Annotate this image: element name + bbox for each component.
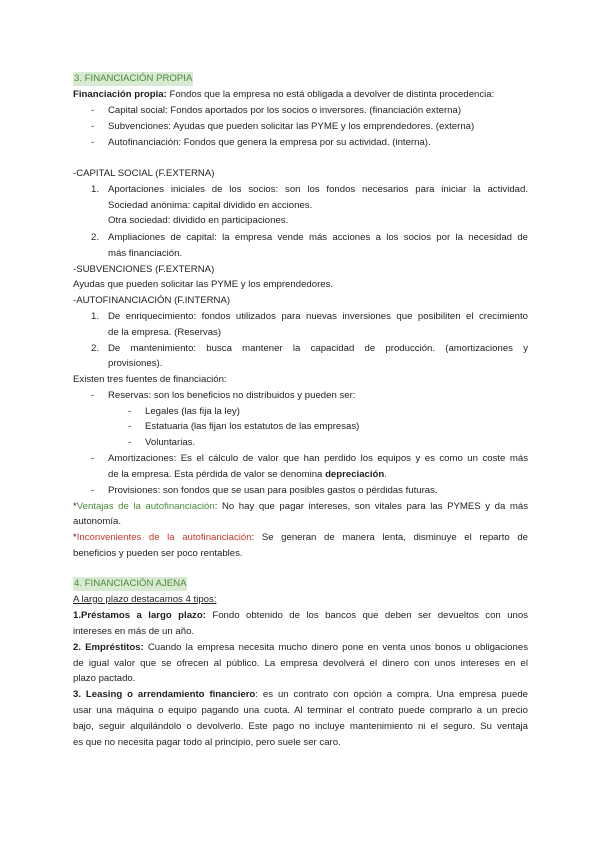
prestamos-line: 1.Préstamos a largo plazo: Fondo obtenido de los bancos que deben ser devueltos con unos [73, 610, 529, 621]
inconvenientes-line: *Inconvenientes de la autofinanciación: Se generan de manera lenta, disminuye el reparto de [73, 532, 528, 543]
emprestitos-line-2: de igual valor que se ofrecen al público. La empresa devolverá el dinero con unos intereses en el [73, 658, 528, 669]
depreciacion-term: depreciación [325, 469, 385, 480]
capital-heading: -CAPITAL SOCIAL (F.EXTERNA) [73, 168, 215, 179]
section-4-heading: 4. FINANCIACIÓN AJENA [74, 578, 187, 589]
dash-marker: - [128, 437, 132, 448]
prestamos-term: 1.Préstamos a largo plazo: [73, 610, 206, 621]
sub-list-item: Voluntarias. [145, 437, 196, 448]
emprestitos-line: 2. Empréstitos: Cuando la empresa necesita mucho dinero pone en venta unos bonos u obligaciones [73, 642, 528, 653]
list-item: Amortizaciones: Es el cálculo de valor que han perdido los equipos y es como un coste más [108, 453, 528, 464]
numbered-item-line: más financiación. [108, 248, 183, 259]
emprestitos-line-3: plazo pactado. [73, 673, 136, 684]
ventajas-line-2: autonomía. [73, 516, 122, 527]
ventajas-label: Ventajas de la autofinanciación [76, 501, 215, 512]
sub-list-item: Estatuaria (las fijan los estatutos de las empresas) [145, 421, 360, 432]
number-marker: 2. [91, 343, 100, 354]
list-item: Reservas: son los beneficios no distribuidos y pueden ser: [108, 390, 356, 401]
section-4-subheading: A largo plazo destacamos 4 tipos: [73, 594, 217, 605]
list-item: Capital social: Fondos aportados por los socios o inversores. (financiación externa) [108, 105, 462, 116]
number-marker: 1. [91, 184, 100, 195]
subvenciones-heading: -SUBVENCIONES (F.EXTERNA) [73, 264, 215, 275]
numbered-item-line: provisiones). [108, 358, 163, 369]
numbered-item-line: Sociedad anónima: capital dividido en acciones. [108, 200, 313, 211]
numbered-item-line: Otra sociedad: dividido en participaciones. [108, 215, 289, 226]
leasing-line-2: usar una máquina o equipo pagando una cuota. Al terminar el contrato puede comprarlo a un precio [73, 705, 528, 716]
leasing-line-3: bajo, seguir alquilándolo o devolverlo. Este pago no incluye mantenimiento ni el seguro. Su ventaja [73, 721, 528, 732]
list-item: Autofinanciación: Fondos que genera la empresa por su actividad. (interna). [108, 137, 431, 148]
leasing-term: 3. Leasing o arrendamiento financiero [73, 689, 256, 700]
dash-marker: - [128, 406, 132, 417]
dash-marker: - [91, 453, 95, 464]
intro-term: Financiación propia: [73, 89, 167, 100]
inconvenientes-line-2: beneficios y pueden ser poco rentables. [73, 548, 243, 559]
prestamos-line-2: intereses en más de un año. [73, 626, 195, 637]
leasing-line: 3. Leasing o arrendamiento financiero: es un contrato con opción a compra. Una empresa puede [73, 689, 528, 700]
list-item: Subvenciones: Ayudas que pueden solicitar las PYME y los emprendedores. (externa) [108, 121, 475, 132]
fuentes-intro: Existen tres fuentes de financiación: [73, 374, 227, 385]
dash-marker: - [91, 137, 95, 148]
subvenciones-text: Ayudas que pueden solicitar las PYME y los emprendedores. [73, 279, 334, 290]
autofinanciacion-heading: -AUTOFINANCIACIÓN (F.INTERNA) [73, 295, 231, 306]
number-marker: 2. [91, 232, 100, 243]
list-item: Provisiones: son fondos que se usan para posibles gastos o pérdidas futuras. [108, 485, 438, 496]
section-3-heading: 3. FINANCIACIÓN PROPIA [74, 73, 193, 84]
dash-marker: - [91, 390, 95, 401]
numbered-item-line: de la empresa. (Reservas) [108, 327, 222, 338]
numbered-item-line: De mantenimiento: busca mantener la capacidad de producción. (amortizaciones y [108, 343, 528, 354]
intro-line: Financiación propia: Fondos que la empresa no está obligada a devolver de distinta procedencia: [73, 89, 495, 100]
leasing-line-4: es que no necesita pagar todo al principio, pero suele ser caro. [73, 737, 341, 748]
numbered-item-line: De enriquecimiento: fondos utilizados para nuevas inversiones que posibiliten el crecimiento [108, 311, 528, 322]
ventajas-line: *Ventajas de la autofinanciación: No hay que pagar intereses, son vitales para las PYMES y da más [73, 501, 528, 512]
dash-marker: - [128, 421, 132, 432]
inconvenientes-label: Inconvenientes de la autofinanciación [76, 532, 252, 543]
dash-marker: - [91, 121, 95, 132]
numbered-item-line: Aportaciones iniciales de los socios: son los fondos necesarios para iniciar la actividad. [108, 184, 528, 195]
numbered-item-line: Ampliaciones de capital: la empresa vende más acciones a los socios por la necesidad de [108, 232, 528, 243]
list-item-continuation: de la empresa. Esta pérdida de valor se denomina depreciación. [108, 469, 387, 480]
sub-list-item: Legales (las fija la ley) [145, 406, 240, 417]
number-marker: 1. [91, 311, 100, 322]
dash-marker: - [91, 105, 95, 116]
dash-marker: - [91, 485, 95, 496]
emprestitos-term: 2. Empréstitos: [73, 642, 144, 653]
